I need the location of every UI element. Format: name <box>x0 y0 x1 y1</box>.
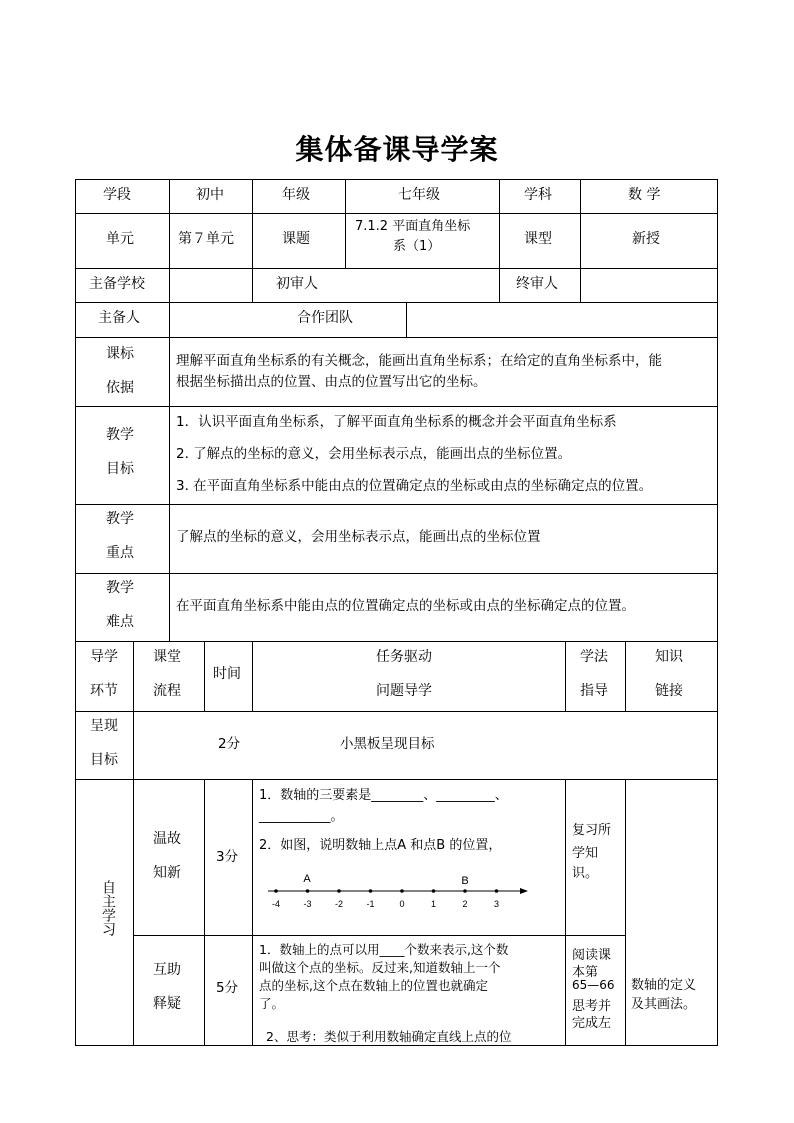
zhongdian-label-2: 重点 <box>106 545 134 561</box>
nianji-value: 七年级 <box>398 187 440 203</box>
number-line-tick-label: 0 <box>399 899 405 909</box>
number-line-tick <box>337 889 341 893</box>
ketang-label-2: 流程 <box>153 683 181 699</box>
kebiao-text-1: 理解平面直角坐标系的有关概念，能画出直角坐标系；在给定的直角坐标系中，能 <box>176 353 662 369</box>
hezuo-label: 合作团队 <box>297 310 353 326</box>
mubiao-item-3: 3. 在平面直角坐标系中能由点的位置确定点的坐标或由点的坐标确定点的位置。 <box>176 478 653 494</box>
kexing-value: 新授 <box>632 231 660 247</box>
zhishi-label-2: 链接 <box>655 683 683 699</box>
number-line-tick <box>274 889 278 893</box>
chushen-label: 初审人 <box>276 276 318 292</box>
number-line-tick-label: 2 <box>462 899 468 909</box>
huzhu-time: 5分 <box>216 980 239 996</box>
zhubei-school-label: 主备学校 <box>89 276 145 292</box>
huzhu-p1-line4: 了。 <box>259 996 285 1011</box>
keti-value-line1: 7.1.2 平面直角坐标 <box>355 219 471 234</box>
huzhu-link-1: 数轴的定义 <box>631 978 697 993</box>
danyuan-label: 单元 <box>106 231 134 247</box>
xueduan-label: 学段 <box>103 187 131 203</box>
huzhu-guide-5: 完成左 <box>572 1016 612 1031</box>
wengu-guide-1: 复习所 <box>572 823 612 838</box>
number-line-tick <box>400 889 404 893</box>
daoxue-label-2: 环节 <box>90 683 118 699</box>
number-line-tick-label: 3 <box>493 899 500 909</box>
kebiao-label-2: 依据 <box>106 380 134 396</box>
keti-value-line2: 系（1） <box>393 239 441 254</box>
ketang-label-1: 课堂 <box>153 649 181 665</box>
zizhu-label: 自主学习 <box>100 880 116 936</box>
xueduan-value: 初中 <box>196 187 224 203</box>
wengu-label-1: 温故 <box>153 831 181 847</box>
nandian-text: 在平面直角坐标系中能由点的位置确定点的坐标或由点的坐标确定点的位置。 <box>176 598 635 614</box>
huzhu-label-1: 互助 <box>153 962 181 978</box>
number-line-tick <box>306 889 310 893</box>
mubiao-item-2: 2. 了解点的坐标的意义，会用坐标表示点，能画出点的坐标位置。 <box>176 446 572 462</box>
nandian-label-1: 教学 <box>106 580 134 596</box>
kebiao-text-2: 根据坐标描出点的位置、由点的位置写出它的坐标。 <box>176 374 487 390</box>
chengxian-time: 2分 <box>218 736 241 752</box>
huzhu-p1-line3: 点的坐标,这个点在数轴上的位置也就确定 <box>259 978 488 993</box>
wengu-time: 3分 <box>216 849 239 865</box>
huzhu-p2: 2、思考：类似于利用数轴确定直线上点的位 <box>266 1029 512 1044</box>
nianji-label: 年级 <box>282 187 310 203</box>
kebiao-label-1: 课标 <box>106 346 134 362</box>
number-line-tick-label: -2 <box>334 899 344 909</box>
number-line-tick <box>463 889 467 893</box>
number-line-tick <box>369 889 373 893</box>
xuefa-label-1: 学法 <box>580 649 608 665</box>
zhongdian-text: 了解点的坐标的意义，会用坐标表示点，能画出点的坐标位置 <box>176 529 541 545</box>
mubiao-label-2: 目标 <box>106 461 134 477</box>
nandian-label-2: 难点 <box>106 614 134 630</box>
keti-label: 课题 <box>282 231 310 247</box>
wengu-guide-3: 识。 <box>572 866 599 881</box>
chengxian-label-1: 呈现 <box>90 718 118 734</box>
time-label: 时间 <box>213 666 241 682</box>
wengu-q1-a: 1．数轴的三要素是________、_________、 <box>259 788 508 803</box>
number-line-tick <box>495 889 499 893</box>
number-line-tick-label: -1 <box>366 899 375 909</box>
point-b-label: B <box>461 875 469 887</box>
kexing-label: 课型 <box>524 231 552 247</box>
huzhu-p1-line1: 1．数轴上的点可以用____个数来表示,这个数 <box>259 942 509 957</box>
number-line-tick <box>432 889 436 893</box>
number-line-tick-label: 1 <box>430 899 437 909</box>
huzhu-guide-4: 思考并 <box>572 999 612 1014</box>
huzhu-guide-1: 阅读课 <box>572 948 612 963</box>
zhishi-label-1: 知识 <box>655 649 683 665</box>
danyuan-value: 第７单元 <box>178 231 234 247</box>
huzhu-p1-line2: 叫做这个点的坐标。反过来,知道数轴上一个 <box>259 960 501 975</box>
wengu-q1-b: ___________。 <box>259 809 344 824</box>
mubiao-item-1: 1．认识平面直角坐标系，了解平面直角坐标系的概念并会平面直角坐标系 <box>176 414 617 430</box>
point-a-label: A <box>303 873 311 885</box>
huzhu-guide-2: 本第 <box>572 965 599 980</box>
chengxian-label-2: 目标 <box>90 752 118 768</box>
number-line-figure <box>262 868 532 912</box>
mubiao-label-1: 教学 <box>106 427 134 443</box>
huzhu-label-2: 释疑 <box>153 996 181 1012</box>
number-line-arrow <box>520 888 528 894</box>
wengu-guide-2: 学知 <box>572 846 599 861</box>
number-line-tick-label: -3 <box>303 899 312 909</box>
number-line-tick-label: -4 <box>271 899 281 909</box>
xueke-value: 数 学 <box>628 187 661 203</box>
zhubei-person-label: 主备人 <box>98 310 140 326</box>
renwu-label-1: 任务驱动 <box>376 649 432 665</box>
huzhu-link-2: 及其画法。 <box>631 997 697 1012</box>
zhongshen-label: 终审人 <box>516 276 558 292</box>
page-title: 集体备课导学案 <box>295 133 499 166</box>
daoxue-label-1: 导学 <box>90 649 118 665</box>
zhongdian-label-1: 教学 <box>106 511 134 527</box>
renwu-label-2: 问题导学 <box>376 683 432 699</box>
xuefa-label-2: 指导 <box>580 683 608 699</box>
chengxian-task: 小黑板呈现目标 <box>340 736 435 752</box>
wengu-label-2: 知新 <box>153 865 181 881</box>
huzhu-guide-3: 65—66 <box>572 978 615 992</box>
wengu-q2: 2．如图，说明数轴上点A 和点B 的位置， <box>259 838 502 853</box>
xueke-label: 学科 <box>524 187 552 203</box>
